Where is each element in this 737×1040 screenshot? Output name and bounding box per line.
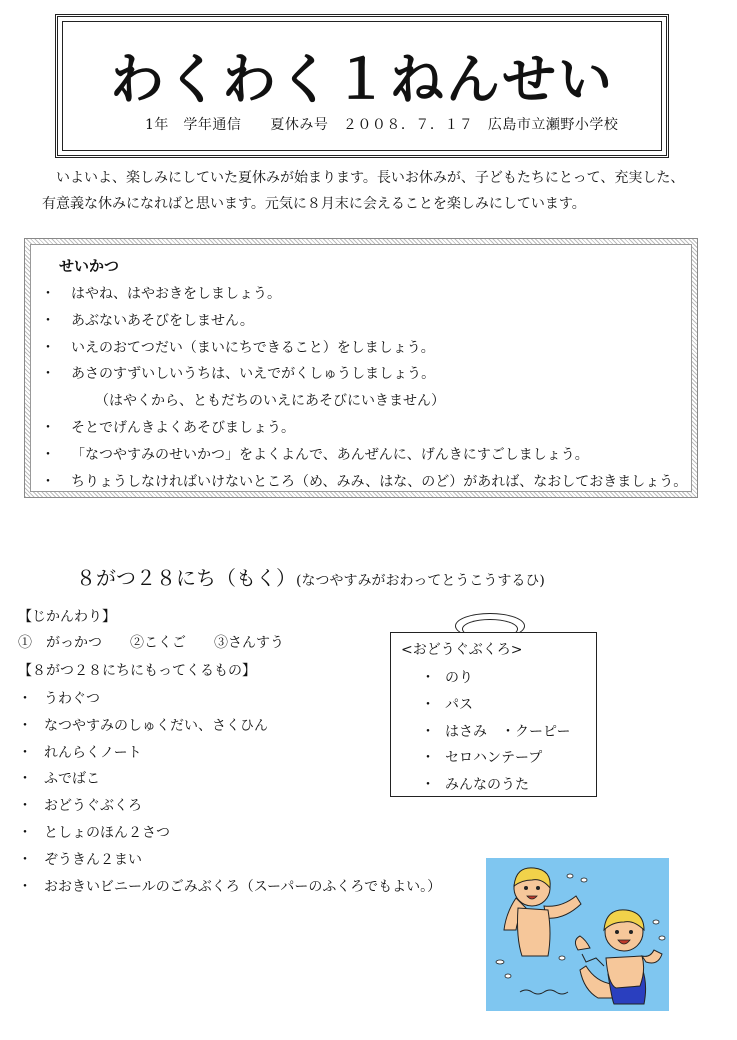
list-item [421, 719, 570, 746]
list-item-text: のり [445, 670, 473, 686]
list-item-text: ちりょうしなければいけないところ（め、みみ、はな、のど）があれば、なおしておきましょう。 [71, 473, 688, 490]
list-item-text: としょのほん２さつ [44, 824, 170, 841]
list-item [41, 361, 691, 388]
tool-bag-list [421, 665, 570, 799]
seikatsu-list [41, 281, 691, 495]
list-item-text: なつやすみのしゅくだい、さくひん [44, 717, 268, 734]
tool-bag-title: <おどうぐぶくろ> [401, 642, 523, 658]
list-item-text: れんらくノート [44, 744, 142, 761]
seikatsu-section [24, 238, 698, 498]
list-item [18, 820, 441, 847]
list-item-text: （はやくから、ともだちのいえにあそびにいきません） [95, 393, 445, 410]
list-item-text: はさみ ・クーピー [445, 723, 571, 740]
bullet-icon: ・ [41, 419, 55, 436]
list-item-text: パス [445, 696, 473, 713]
bring-items-list [18, 686, 441, 900]
bullet-icon: ・ [18, 744, 32, 761]
august-date-note: (なつやすみがおわってとうこうするひ) [296, 573, 545, 589]
list-item-text: あさのすずいしいうちは、いえでがくしゅうしましょう。 [71, 366, 436, 383]
bullet-icon: ・ [18, 771, 32, 788]
bullet-icon: ・ [41, 312, 55, 329]
bullet-icon: ・ [18, 798, 32, 815]
timetable-items: ① がっかつ ②こくご ③さんすう [18, 635, 284, 651]
list-item-text: みんなのうた [445, 777, 529, 794]
intro-line-2: 有意義な休みになればと思います。元気に８月末に会えることを楽しみにしています。 [42, 196, 586, 212]
bullet-icon: ・ [41, 446, 55, 463]
bullet-icon: ・ [18, 878, 32, 895]
bullet-icon: ・ [421, 723, 435, 740]
list-item [18, 713, 441, 740]
list-item [421, 692, 570, 719]
newsletter-header [55, 14, 669, 158]
list-item-text: あぶないあそびをしません。 [71, 312, 254, 329]
list-item-text: セロハンテープ [445, 750, 543, 767]
tool-bag-box [390, 632, 597, 797]
intro-line-1: いよいよ、楽しみにしていた夏休みが始まります。長いお休みが、子どもたちにとって、充実した、 [42, 170, 685, 186]
list-item [18, 847, 441, 874]
header-inner-frame [62, 21, 662, 151]
seikatsu-title: せいかつ [59, 257, 120, 275]
list-item [18, 686, 441, 713]
list-item [41, 335, 691, 362]
seikatsu-inner [30, 244, 692, 492]
bullet-icon: ・ [41, 366, 55, 383]
list-item-text: うわぐつ [44, 691, 100, 707]
list-item [421, 745, 570, 772]
list-item [18, 874, 441, 901]
bullet-icon: ・ [421, 777, 435, 794]
list-item-text: はやね、はやおきをしましょう。 [71, 286, 281, 302]
list-item-text: ぞうきん２まい [44, 851, 142, 868]
bullet-icon: ・ [41, 286, 55, 302]
list-item [41, 442, 691, 469]
list-item [18, 766, 441, 793]
august-heading [76, 562, 545, 591]
bullet-icon: ・ [18, 851, 32, 868]
list-item-text: いえのおてつだい（まいにちできること）をしましょう。 [71, 339, 435, 356]
list-item-text: 「なつやすみのせいかつ」をよくよんで、あんぜんに、げんきにすごしましょう。 [71, 446, 589, 463]
newsletter-title: わくわく１ねんせい [110, 48, 614, 111]
list-item-text: おどうぐぶくろ [44, 798, 142, 815]
newsletter-subtitle: 1年 学年通信 夏休み号 ２００８．７．１７ 広島市立瀬野小学校 [145, 117, 619, 133]
list-item-text: おおきいビニールのごみぶくろ（スーパーのふくろでもよい。） [44, 878, 442, 895]
intro-paragraph [42, 165, 722, 217]
list-item [41, 281, 691, 308]
bullet-icon: ・ [41, 339, 55, 356]
bullet-icon: ・ [18, 691, 32, 707]
list-item-note [41, 388, 691, 415]
timetable-heading: 【じかんわり】 [18, 609, 116, 625]
bullet-icon: ・ [421, 750, 435, 767]
list-item [41, 308, 691, 335]
bullet-icon: ・ [18, 717, 32, 734]
list-item-text: そとでげんきよくあそびましょう。 [71, 419, 295, 436]
list-item [18, 793, 441, 820]
list-item [421, 772, 570, 799]
list-item-text: ふでばこ [44, 771, 100, 788]
bullet-icon: ・ [41, 473, 55, 490]
swimming-children-illustration [486, 858, 669, 1011]
bullet-icon: ・ [421, 696, 435, 713]
august-date: ８がつ２８にち（もく） [76, 566, 296, 590]
list-item [18, 740, 441, 767]
list-item [41, 415, 691, 442]
bullet-icon: ・ [18, 824, 32, 841]
bullet-icon: ・ [421, 670, 435, 686]
bring-items-heading: 【８がつ２８にちにもってくるもの】 [18, 663, 256, 679]
list-item [421, 665, 570, 692]
list-item [41, 469, 691, 496]
